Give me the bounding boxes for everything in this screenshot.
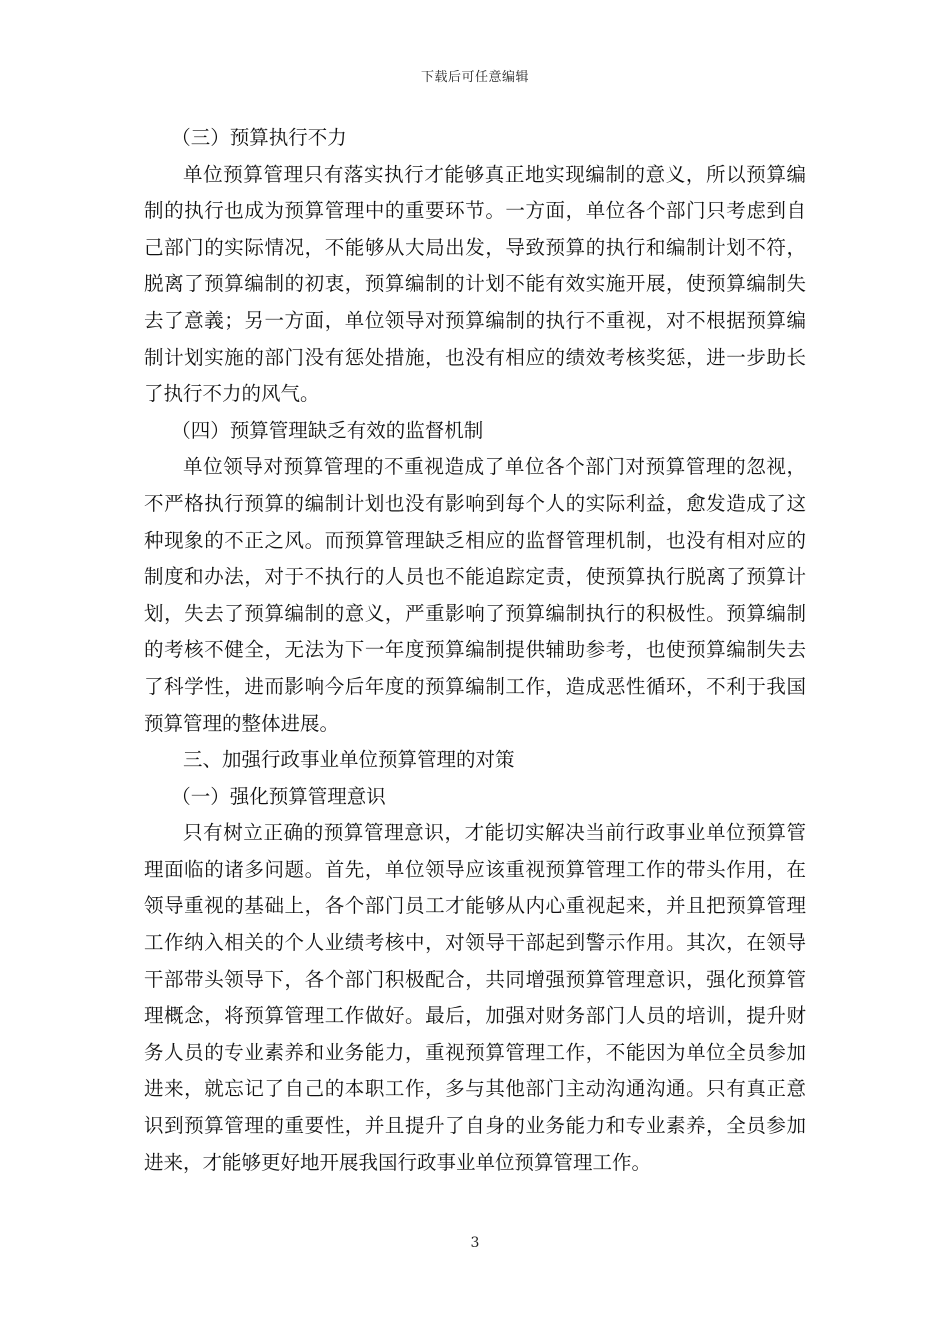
- section-heading-3: （三）预算执行不力: [171, 126, 347, 149]
- section-heading-4: （四）预算管理缺乏有效的监督机制: [171, 418, 484, 442]
- paragraph-supervision: 单位领导对预算管理的不重视造成了单位各个部门对预算管理的忽视，不严格执行预算的编制计划也没有影响到每个人的实际利益，愈发造成了这种现象的不正之风。而预算管理缺乏相应的监督管理机制，也没有相对应的制度和办法，对于不执行的人员也不能追踪定责，使预算执行脱离了预算计划，失去了预算编制的意义，严重影响了预算编制执行的积极性。预算编制的考核不健全，无法为下一年度预算编制提供辅助参考，也使预算编制失去了科学性，进而影响今后年度的预算编制工作，造成恶性循环，不利于我国预算管理的整体进展。: [144, 455, 806, 735]
- paragraph-execution: 单位预算管理只有落实执行才能够真正地实现编制的意义，所以预算编制的执行也成为预算管理中的重要环节。一方面，单位各个部门只考虑到自己部门的实际情况，不能够从大局出发，导致预算的执行和编制计划不符，脱离了预算编制的初衷，预算编制的计划不能有效实施开展，使预算编制失去了意義；另一方面，单位领导对预算编制的执行不重视，对不根据预算编制计划实施的部门没有惩处措施，也没有相应的绩效考核奖惩，进一步助长了执行不力的风气。: [144, 162, 806, 406]
- document-body: [144, 120, 806, 1181]
- section-heading-1: （一）强化预算管理意识: [171, 784, 386, 808]
- page-number: 3: [470, 1235, 480, 1251]
- chapter-heading-3: 三、加强行政事业单位预算管理的对策: [183, 748, 515, 772]
- paragraph-awareness: 只有树立正确的预算管理意识，才能切实解决当前行政事业单位预算管理面临的诸多问题。首先，单位领导应该重视预算管理工作的带头作用，在领导重视的基础上，各个部门员工才能够从内心重视起来，并且把预算管理工作纳入相关的个人业绩考核中，对领导干部起到警示作用。其次，在领导干部带头领导下，各个部门积极配合，共同增强预算管理意识，强化预算管理概念，将预算管理工作做好。最后，加强对财务部门人员的培训，提升财务人员的专业素养和业务能力，重视预算管理工作，不能因为单位全员参加进来，就忘记了自己的本职工作，多与其他部门主动沟通沟通。只有真正意识到预算管理的重要性，并且提升了自身的业务能力和专业素养，全员参加进来，才能够更好地开展我国行政事业单位预算管理工作。: [144, 821, 806, 1174]
- page-header: 下载后可任意编辑: [420, 70, 529, 85]
